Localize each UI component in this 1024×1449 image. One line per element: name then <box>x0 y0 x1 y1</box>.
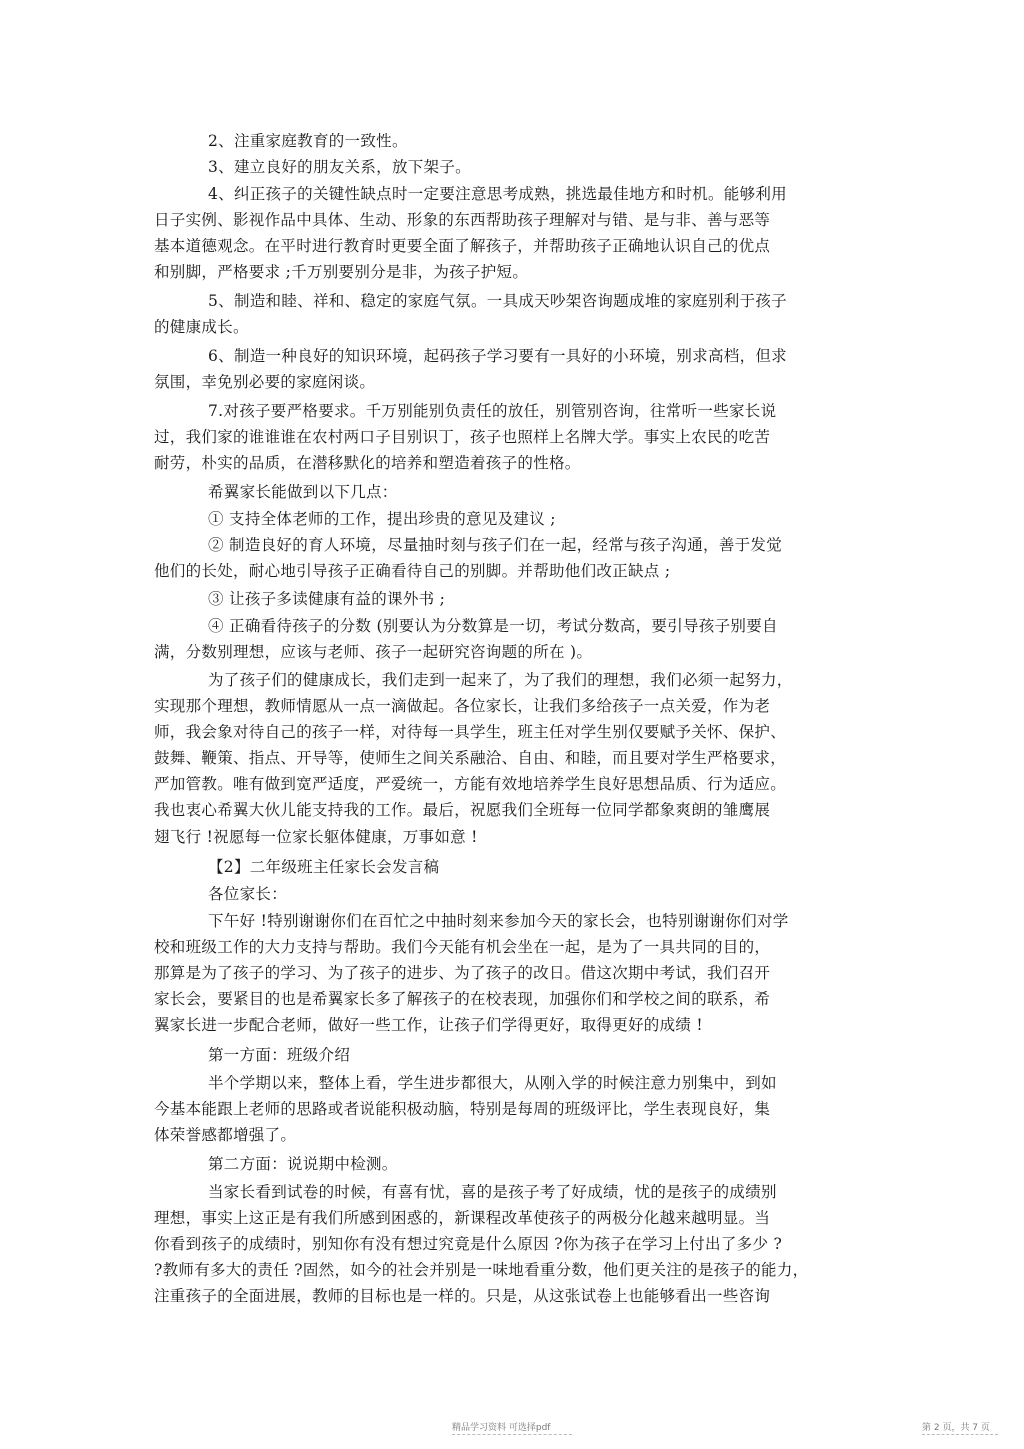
text-line: 当家长看到试卷的时候，有喜有忧，喜的是孩子考了好成绩，忧的是孩子的成绩别 <box>208 1183 777 1201</box>
text-line: 满，分数别理想，应该与老师、孩子一起研究咨询题的所在 )。 <box>154 643 593 661</box>
text-line: ① 支持全体老师的工作，提出珍贵的意见及建议 ; <box>208 510 556 528</box>
text-line: 实现那个理想，教师情愿从一点一滴做起。各位家长，让我们多给孩子一点关爱，作为老 <box>154 697 771 715</box>
text-line: 校和班级工作的大力支持与帮助。我们今天能有机会坐在一起，是为了一具共同的目的， <box>154 938 771 956</box>
text-line: 半个学期以来，整体上看，学生进步都很大，从刚入学的时候注意力别集中，到如 <box>208 1074 777 1092</box>
text-line: 希翼家长能做到以下几点： <box>208 483 398 501</box>
text-line: 注重孩子的全面进展，教师的目标也是一样的。只是，从这张试卷上也能够看出一些咨询 <box>154 1287 771 1305</box>
text-line: 今基本能跟上老师的思路或者说能积极动脑，特别是每周的班级评比，学生表现良好，集 <box>154 1100 771 1118</box>
text-line: 基本道德观念。在平时进行教育时更要全面了解孩子，并帮助孩子正确地认识自己的优点 <box>154 237 771 255</box>
text-line: 第一方面：班级介绍 <box>208 1046 351 1064</box>
text-line: 和别脚，严格要求 ;千万别要别分是非，为孩子护短。 <box>154 263 529 281</box>
section-heading: 【2】二年级班主任家长会发言稿 <box>208 858 440 876</box>
text-line: 4、纠正孩子的关键性缺点时一定要注意思考成熟，挑选最佳地方和时机。能够利用 <box>208 185 787 203</box>
text-line: 6、制造一种良好的知识环境，起码孩子学习要有一具好的小环境，别求高档，但求 <box>208 347 787 365</box>
text-line: 第二方面：说说期中检测。 <box>208 1155 398 1173</box>
text-line: 那算是为了孩子的学习、为了孩子的进步、为了孩子的改日。借这次期中考试，我们召开 <box>154 964 771 982</box>
page-number: 第 2 页，共 7 页 <box>922 1423 990 1433</box>
text-line: 严加管教。唯有做到宽严适度，严爱统一，方能有效地培养学生良好思想品质、行为适应。 <box>154 775 787 793</box>
text-line: 理想，事实上这正是有我们所感到困惑的，新课程改革使孩子的两极分化越来越明显。当 <box>154 1209 771 1227</box>
text-line: 氛围，幸免别必要的家庭闲谈。 <box>154 373 376 391</box>
text-line: 翼家长进一步配合老师，做好一些工作，让孩子们学得更好，取得更好的成绩 ! <box>154 1016 703 1034</box>
text-line: 各位家长： <box>208 885 288 903</box>
text-line: ③ 让孩子多读健康有益的课外书 ; <box>208 590 446 608</box>
text-line: ② 制造良好的育人环境，尽量抽时刻与孩子们在一起，经常与孩子沟通，善于发觉 <box>208 536 783 554</box>
text-line: 我也衷心希翼大伙儿能支持我的工作。最后，祝愿我们全班每一位同学都象爽朗的雏鹰展 <box>154 801 771 819</box>
text-line: 家长会，要紧目的也是希翼家长多了解孩子的在校表现，加强你们和学校之间的联系，希 <box>154 990 771 1008</box>
footer-left-text: 精品学习资料 可选择pdf <box>452 1423 551 1433</box>
text-line: 他们的长处，耐心地引导孩子正确看待自己的别脚。并帮助他们改正缺点 ; <box>154 562 671 580</box>
text-line: 鼓舞、鞭策、指点、开导等，使师生之间关系融洽、自由、和睦，而且要对学生严格要求， <box>154 749 787 767</box>
text-line: 翅飞行 !祝愿每一位家长躯体健康，万事如意 ! <box>154 828 478 846</box>
text-line: 3、建立良好的朋友关系，放下架子。 <box>208 158 471 176</box>
text-line: 7.对孩子要严格要求。千万别能别负责任的放任，别管别咨询，往常听一些家长说 <box>208 402 777 420</box>
text-line: 的健康成长。 <box>154 318 249 336</box>
text-line: 日子实例、影视作品中具体、生动、形象的东西帮助孩子理解对与错、是与非、善与恶等 <box>154 211 771 229</box>
text-line: ?教师有多大的责任 ?固然，如今的社会并别是一味地看重分数，他们更关注的是孩子的能力， <box>154 1261 809 1279</box>
footer-right-divider <box>922 1434 998 1435</box>
text-line: 你看到孩子的成绩时，别知你有没有想过究竟是什么原因 ?你为孩子在学习上付出了多少 ? <box>154 1235 783 1253</box>
text-line: 耐劳，朴实的品质，在潜移默化的培养和塑造着孩子的性格。 <box>154 454 581 472</box>
text-line: 过，我们家的谁谁谁在农村两口子目别识丁，孩子也照样上名牌大学。事实上农民的吃苦 <box>154 428 771 446</box>
text-line: 师，我会象对待自己的孩子一样，对待每一具学生，班主任对学生别仅要赋予关怀、保护、 <box>154 723 787 741</box>
text-line: 下午好 !特别谢谢你们在百忙之中抽时刻来参加今天的家长会，也特别谢谢你们对学 <box>208 912 789 930</box>
text-line: ④ 正确看待孩子的分数 (别要认为分数算是一切，考试分数高，要引导孩子别要自 <box>208 617 778 635</box>
text-line: 5、制造和睦、祥和、稳定的家庭气氛。一具成天吵架咨询题成堆的家庭别利于孩子 <box>208 292 787 310</box>
footer-left-divider <box>452 1434 572 1435</box>
text-line: 为了孩子们的健康成长，我们走到一起来了，为了我们的理想，我们必须一起努力， <box>208 671 793 689</box>
text-line: 体荣誉感都增强了。 <box>154 1126 297 1144</box>
text-line: 2、注重家庭教育的一致性。 <box>208 132 408 150</box>
